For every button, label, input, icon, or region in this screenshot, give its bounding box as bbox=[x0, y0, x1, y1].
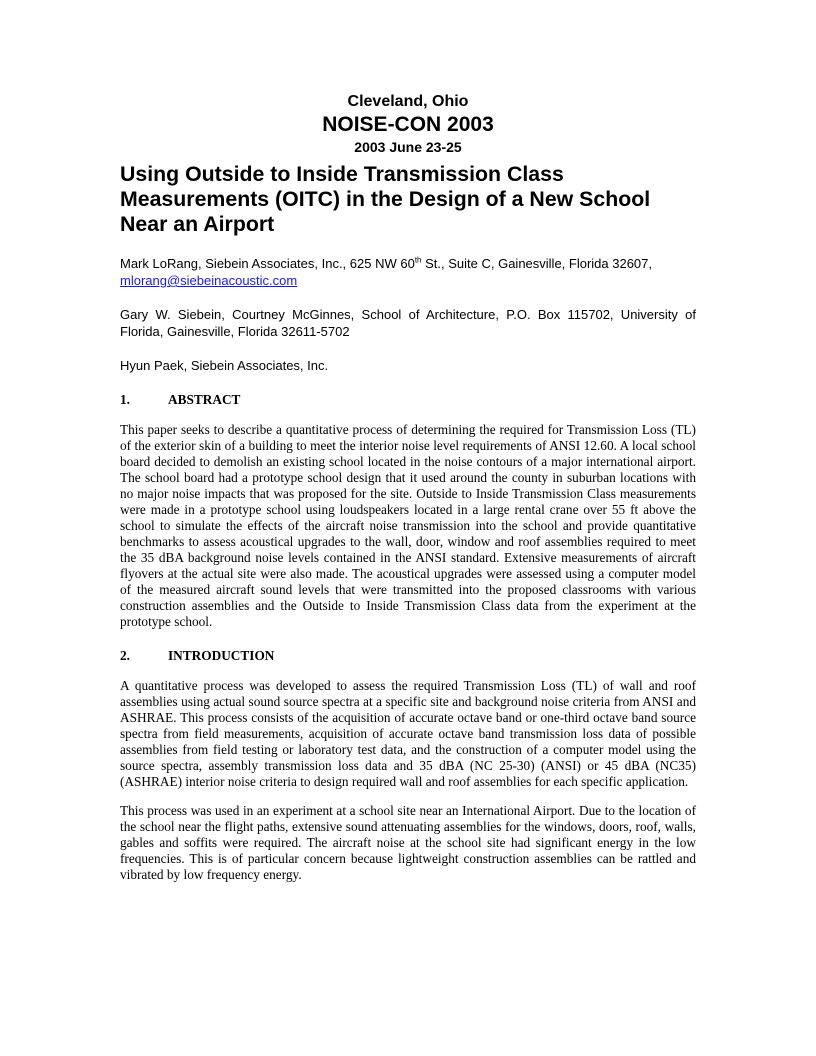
conference-name: NOISE-CON 2003 bbox=[322, 113, 494, 136]
section-number: 1. bbox=[120, 392, 130, 407]
paper-title: Using Outside to Inside Transmission Class Measurements (OITC) in the Design of a New School Near an Airport bbox=[120, 162, 651, 236]
introduction-paragraph-2: This process was used in an experiment at a school site near an International Airport. Due to the location of the school near the flight paths, extensive sound attenuating assemblies for the windows, doors, roof, walls, gables and soffits were required. The aircraft noise at the school site had significant energy in the low frequencies. This is of particular concern because lightweight construction assemblies can be rattled and vibrated by low frequency energy. bbox=[120, 803, 696, 882]
section-number: 2. bbox=[120, 648, 130, 663]
author-1-affiliation-cont: St., Suite C, Gainesville, Florida 32607, bbox=[421, 256, 653, 271]
author-block-3: Hyun Paek, Siebein Associates, Inc. bbox=[120, 358, 329, 373]
abstract-paragraph: This paper seeks to describe a quantitative process of determining the required for Transmission Loss (TL) of the exterior skin of a building to meet the interior noise level requirements of ANSI 12.60. A local school board decided to demolish an existing school located in the noise contours of a major international airport. The school board had a prototype school design that it used around the county in suburban locations with no major noise impacts that was proposed for the site. Outside to Inside Transmission Class measurements were made in a prototype school using loudspeakers located in a large rental crane over 55 ft above the school to simulate the effects of the aircraft noise transmission into the school and provide quantitative benchmarks to assess acoustical upgrades to the wall, door, window and roof assemblies required to meet the 35 dBA background noise levels contained in the ANSI standard. Extensive measurements of aircraft flyovers at the actual site were also made. The acoustical upgrades were assessed using a computer model of the measured aircraft sound levels that were transmitted into the proposed classrooms with various construction assemblies and the Outside to Inside Transmission Class data from the experiment at the prototype school. bbox=[120, 422, 696, 629]
ordinal-superscript: th bbox=[414, 255, 422, 265]
section-heading-introduction bbox=[120, 648, 696, 664]
conference-dates: 2003 June 23-25 bbox=[354, 139, 462, 155]
page-content bbox=[120, 92, 696, 883]
author-email-link[interactable]: mlorang@siebeinacoustic.com bbox=[120, 273, 298, 288]
author-block-1 bbox=[120, 255, 696, 289]
section-title: ABSTRACT bbox=[168, 392, 241, 407]
section-title: INTRODUCTION bbox=[168, 648, 275, 663]
author-1-affiliation: Mark LoRang, Siebein Associates, Inc., 625 NW 60 bbox=[120, 256, 415, 271]
author-block-2: Gary W. Siebein, Courtney McGinnes, School of Architecture, P.O. Box 115702, University of Florida, Gainesville, Florida 32611-5702 bbox=[120, 307, 696, 339]
introduction-paragraph-1: A quantitative process was developed to assess the required Transmission Loss (TL) of wall and roof assemblies using actual sound source spectra at a specific site and background noise criteria from ANSI and ASHRAE. This process consists of the acquisition of accurate octave band or one-third octave band source spectra from field measurements, acquisition of accurate octave band transmission loss data of possible assemblies from field testing or laboratory test data, and the construction of a computer model using the source spectra, assembly transmission loss data and 35 dBA (NC 25-30) (ANSI) or 45 dBA (NC35) (ASHRAE) interior noise criteria to design required wall and roof assemblies for each specific application. bbox=[120, 678, 696, 789]
section-heading-abstract bbox=[120, 392, 696, 408]
conference-city: Cleveland, Ohio bbox=[347, 93, 469, 110]
